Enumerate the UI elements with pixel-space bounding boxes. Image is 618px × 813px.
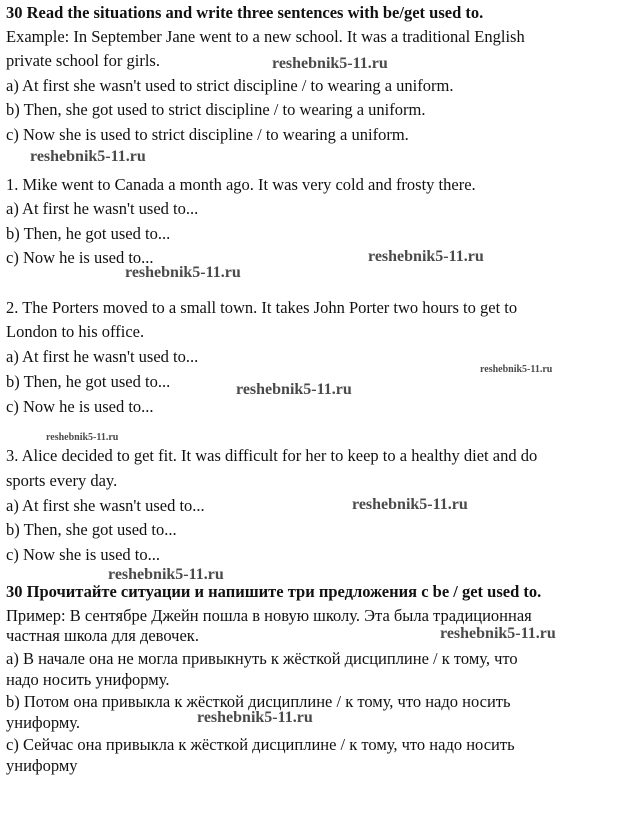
task-3-b: b) Then, she got used to... — [6, 520, 177, 539]
ru-answer-c-2: униформу — [6, 756, 78, 775]
watermark: reshebnik5-11.ru — [46, 432, 119, 443]
example-answer-b: b) Then, she got used to strict discipline / to wearing a uniform. — [6, 100, 426, 119]
task-3-prompt-2: sports every day. — [6, 471, 118, 490]
watermark: reshebnik5-11.ru — [236, 381, 352, 398]
ru-example-line-1: Пример: В сентябре Джейн пошла в новую школу. Эта была традиционная — [6, 606, 532, 625]
task-1-b: b) Then, he got used to... — [6, 224, 171, 243]
watermark: reshebnik5-11.ru — [480, 364, 553, 375]
example-line-2: private school for girls. — [6, 51, 160, 70]
task-3-prompt-1: 3. Alice decided to get fit. It was difficult for her to keep to a healthy diet and do — [6, 446, 538, 465]
ru-answer-b-1: b) Потом она привыкла к жёсткой дисциплине / к тому, что надо носить — [6, 692, 511, 711]
ru-answer-c-1: c) Сейчас она привыкла к жёсткой дисциплине / к тому, что надо носить — [6, 735, 515, 754]
watermark: reshebnik5-11.ru — [352, 496, 468, 513]
watermark: reshebnik5-11.ru — [272, 55, 388, 72]
task-2-b: b) Then, he got used to... — [6, 372, 171, 391]
watermark: reshebnik5-11.ru — [197, 709, 313, 726]
ru-answer-a-2: надо носить униформу. — [6, 670, 170, 689]
task-1-a: a) At first he wasn't used to... — [6, 199, 199, 218]
watermark: reshebnik5-11.ru — [108, 566, 224, 583]
task-2-c: c) Now he is used to... — [6, 397, 154, 416]
watermark: reshebnik5-11.ru — [125, 264, 241, 281]
ru-example-line-2: частная школа для девочек. — [6, 626, 199, 645]
task-1-c: c) Now he is used to... — [6, 248, 154, 267]
watermark: reshebnik5-11.ru — [30, 148, 146, 165]
exercise-title-en: 30 Read the situations and write three sentences with be/get used to. — [6, 3, 484, 22]
task-2-a: a) At first he wasn't used to... — [6, 347, 199, 366]
example-answer-a: a) At first she wasn't used to strict discipline / to wearing a uniform. — [6, 76, 454, 95]
task-3-a: a) At first she wasn't used to... — [6, 496, 205, 515]
watermark: reshebnik5-11.ru — [440, 625, 556, 642]
example-answer-c: c) Now she is used to strict discipline / to wearing a uniform. — [6, 125, 409, 144]
ru-answer-a-1: а) В начале она не могла привыкнуть к жёсткой дисциплине / к тому, что — [6, 649, 518, 668]
ru-answer-b-2: униформу. — [6, 713, 81, 732]
task-1-prompt: 1. Mike went to Canada a month ago. It was very cold and frosty there. — [6, 175, 476, 194]
task-2-prompt-2: London to his office. — [6, 322, 145, 341]
watermark: reshebnik5-11.ru — [368, 248, 484, 265]
example-line-1: Example: In September Jane went to a new school. It was a traditional English — [6, 27, 525, 46]
task-2-prompt-1: 2. The Porters moved to a small town. It takes John Porter two hours to get to — [6, 298, 518, 317]
task-3-c: c) Now she is used to... — [6, 545, 160, 564]
exercise-title-ru: 30 Прочитайте ситуации и напишите три предложения с be / get used to. — [6, 582, 542, 601]
